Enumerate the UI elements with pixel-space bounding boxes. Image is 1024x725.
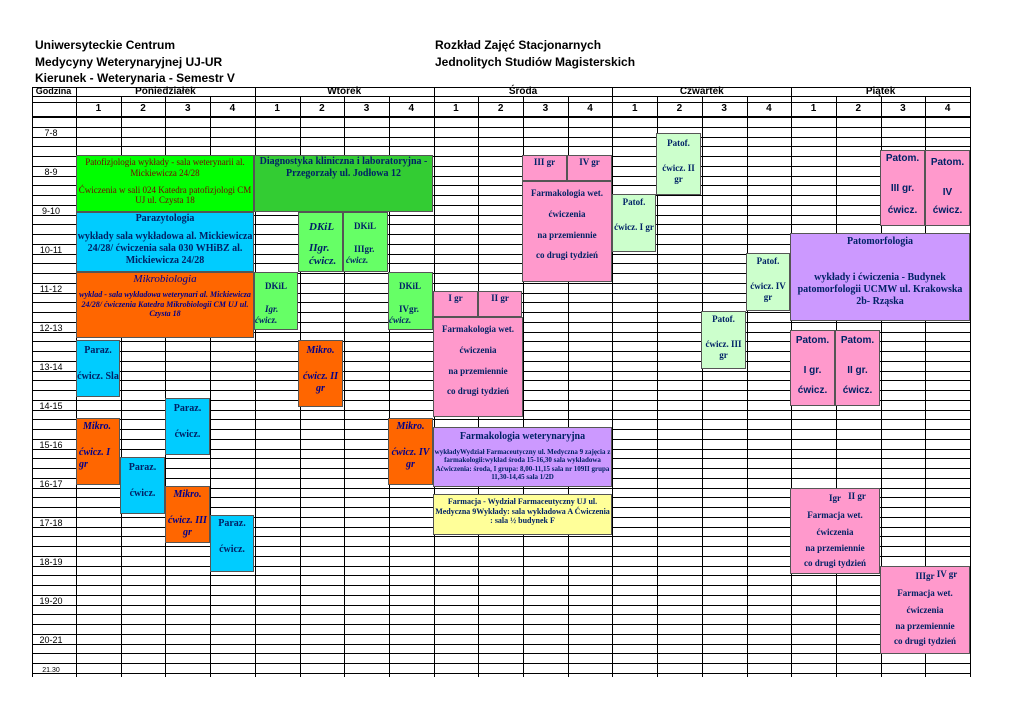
dkil-group-3 [343, 212, 388, 272]
block-text: Igr. [265, 303, 279, 314]
hour-label: 12-13 [39, 323, 63, 333]
block-text: wykłady i ćwiczenia - Budynek patomorfologii UCMW ul. Krakowska 2b- Rząska [797, 272, 963, 307]
column-number: 4 [766, 103, 772, 114]
block-text: III gr [533, 157, 556, 167]
hour-label: 19-20 [39, 596, 63, 606]
day-header: Wtorek [327, 86, 362, 97]
parasitology-exercise-mon-3 [165, 398, 210, 455]
block-text: DKiL [399, 281, 422, 291]
block-text: II gr. [847, 365, 868, 376]
parasitology-exercise-mon-1 [76, 340, 120, 397]
wed-group-2-label [478, 291, 522, 317]
block-text: Patom. [885, 153, 920, 164]
hour-label: 9-10 [41, 206, 60, 216]
grid-row-line [32, 575, 970, 576]
grid-row-line [32, 605, 970, 606]
hour-label: 15-16 [39, 440, 63, 450]
block-text: I gr [448, 293, 463, 303]
hour-label: 8-9 [44, 167, 58, 177]
hour-label: 16-17 [39, 479, 63, 489]
grid-col-line [970, 87, 971, 677]
column-number: 3 [542, 103, 549, 114]
pharmacology-lecture-block [433, 427, 612, 487]
block-text: wykłady sala wykładowa al. Mickiewicza 24/28/ ćwiczenia sala 030 WHiBZ al. Mickiewicza 24/28 [77, 231, 253, 266]
block-text: Farmakologia weterynaryjna [459, 431, 586, 442]
block-text: II gr [491, 293, 509, 303]
parasitology-exercise-mon-4 [210, 515, 254, 572]
block-text: Patom. [795, 335, 830, 346]
grid-row-line [32, 146, 970, 147]
microbiology-exercise-mon-3 [165, 486, 210, 543]
column-number: 1 [810, 103, 817, 114]
column-number: 4 [229, 103, 236, 114]
pathophysiology-exercise-thu-1 [612, 194, 656, 252]
wed-group-4-label [567, 155, 612, 181]
microbiology-exercise-tue-4 [388, 418, 433, 485]
hour-label: 7-8 [44, 128, 58, 138]
block-text: Mikro. [173, 489, 202, 500]
wed-group-1-label [433, 291, 478, 317]
block-text: Ćwiczenia w sali 024 Katedra patofizjologi CM UJ ul. Czysta 18 [78, 184, 252, 206]
grid-row-line [32, 585, 970, 586]
parasitology-block [76, 212, 254, 272]
block-text: Paraz. [173, 403, 202, 414]
block-text: III gr. [890, 183, 915, 194]
grid-col-line [612, 87, 613, 677]
parasitology-exercise-mon-2 [120, 457, 165, 514]
block-text: Paraz. [218, 518, 246, 529]
block-text: Diagnostyka kliniczna i laboratoryjna - Przegorzały ul. Jodłowa 12 [259, 156, 428, 179]
hour-label: 20-21 [39, 635, 63, 645]
grid-row-line [32, 634, 970, 635]
block-text: Farmakologia wet. [531, 188, 603, 198]
grid-row-line [32, 127, 970, 128]
block-text: ćwicz. [389, 314, 412, 325]
block-text: IIgr. [309, 242, 330, 255]
block-text: ćwicz. III gr [705, 338, 742, 360]
pathomorphology-exercise-fri-3 [880, 150, 925, 226]
header-title-line2: Jednolitych Studiów Magisterskich [435, 55, 636, 69]
block-text: IVgr. [399, 303, 419, 314]
day-header: Piątek [865, 86, 896, 97]
pharmacy-fri-group-4: IV gr [936, 569, 958, 579]
block-text: ćwicz. Sla [77, 371, 119, 382]
grid-row-line [32, 673, 970, 674]
hour-label: 10-11 [39, 245, 63, 255]
block-text: ćwicz. [797, 385, 828, 396]
block-text: na przemiennie [537, 229, 597, 240]
microbiology-exercise-mon-1 [76, 418, 120, 485]
block-text: wykładyWydział Farmaceutyczny ul. Medyczna 9 zajęcia z farmakologii:wykład środa 15-16,30 sala wykładowa Aćwiczenia: środa, I grupa: 8,00-11,15 sala nr 109II grupa 11,30-14,45 sala 1/2D [434, 448, 611, 482]
pathomorphology-exercise-fri-4 [925, 150, 970, 226]
block-text: co drugi tydzień [804, 558, 866, 569]
grid-row-line [32, 614, 970, 615]
grid-col-line [702, 96, 703, 677]
block-text: ćwiczenia [459, 344, 497, 355]
block-text: ćwicz. [842, 385, 873, 396]
pathophysiology-exercise-thu-3 [701, 311, 746, 369]
pharmacy-thu-group-2: II gr [848, 491, 866, 501]
block-text: ćwicz. [887, 205, 918, 216]
block-text: IIIgr. [354, 243, 375, 254]
block-text: Patom. [930, 157, 965, 168]
block-text: co drugi tydzień [447, 386, 509, 397]
block-text: DKiL [354, 221, 377, 231]
column-number: 1 [274, 103, 280, 114]
microbiology-exercise-tue-2 [298, 340, 343, 407]
grid-row-line [32, 644, 970, 645]
hour-label: 21.30 [42, 667, 60, 674]
column-number: 1 [95, 103, 102, 114]
grid-col-line [747, 96, 748, 677]
block-text: Paraz. [128, 462, 157, 473]
hour-label: 11-12 [39, 284, 63, 294]
block-text: ćwiczenia [906, 604, 944, 615]
column-number: 4 [408, 103, 415, 114]
block-text: Patof. [667, 138, 690, 148]
grid-row-line [32, 595, 970, 596]
grid-row-line [32, 117, 970, 118]
block-text: ćwicz. I gr [614, 221, 654, 232]
block-text: na przemiennie [895, 621, 955, 632]
block-text: Patof. [712, 314, 735, 324]
block-text: Patom. [840, 335, 875, 346]
block-text: IV [942, 187, 953, 198]
block-text: ćwicz. [309, 255, 337, 268]
block-text: Mikro. [306, 345, 335, 356]
column-number: 4 [587, 103, 593, 114]
block-text: IIIgr [915, 571, 935, 581]
block-text: Patomorfologia [846, 236, 914, 247]
block-text: Igr [829, 493, 841, 503]
header-faculty-line2: Medycyny Weterynaryjnej UJ-UR [35, 55, 223, 69]
day-header: Środa [508, 86, 538, 97]
column-number: 1 [453, 103, 459, 114]
column-number: 2 [855, 103, 862, 114]
header-title-line1: Rozkład Zajęć Stacjonarnych [435, 38, 602, 52]
hour-label: 14-15 [39, 401, 63, 411]
pathomorphology-exercise-fri-2 [835, 330, 880, 406]
block-text: ćwicz. [255, 314, 278, 325]
block-text: Paraz. [84, 345, 112, 356]
column-number: 1 [631, 103, 638, 114]
block-text: I gr. [803, 365, 822, 376]
block-text: ćwicz. [219, 544, 245, 555]
grid-row-line [32, 624, 970, 625]
block-text: Patof. [756, 256, 780, 266]
block-text: ćwiczenia [548, 208, 586, 219]
wed-group-3-label [522, 155, 567, 181]
pharmacy-lecture-block [433, 494, 612, 535]
column-number: 2 [676, 103, 683, 114]
block-text: wyklad - sala wykładowa weterynari al. Mickiewicza 24/28/ ćwiczenia Katedra Mikrobiologii CM UJ ul. Czysta 18 [79, 290, 251, 319]
block-text: Patofizjologia wykłady - sala weterynarii al. Mickiewicza 24/28 [85, 157, 245, 178]
pathophysiology-lecture-block [76, 155, 254, 212]
pathophysiology-exercise-thu-2 [656, 133, 701, 195]
block-text: ćwicz. IV gr [391, 447, 430, 470]
block-text: Farmakologia wet. [442, 324, 514, 334]
hour-label: 13-14 [39, 362, 63, 372]
block-text: Parazytologia [135, 213, 195, 224]
block-text: ćwicz. I gr [79, 447, 111, 470]
block-text: Mikro. [83, 421, 112, 432]
block-text: Mikro. [396, 421, 425, 432]
block-text: na przemiennie [448, 365, 508, 376]
block-text: Patof. [622, 197, 646, 207]
block-text: DKiL [309, 221, 335, 233]
block-text: ćwicz. [174, 429, 201, 440]
block-text: Mikrobiologia [133, 273, 197, 285]
pharmacology-exercise-block-1 [522, 181, 612, 282]
column-number: 3 [184, 103, 191, 114]
column-number: 3 [900, 103, 906, 114]
column-number: 3 [721, 103, 727, 114]
dkil-group-1 [254, 272, 298, 330]
block-text: IV gr [579, 157, 600, 167]
day-header: Poniedziałek [135, 86, 196, 97]
dkil-group-4 [388, 272, 433, 330]
grid-row-line [32, 663, 970, 664]
grid-row-line [32, 653, 970, 654]
column-number: 4 [944, 103, 951, 114]
block-text: Farmacja - Wydział Farmaceutyczny UJ ul. Medyczna 9Wykłady: sala wykładowa A Ćwiczenia : sala ½ budynek F [435, 497, 610, 526]
pathomorphology-lecture-block [790, 233, 970, 321]
block-text: ćwicz. [129, 488, 156, 499]
block-text: ćwicz. III gr [168, 515, 207, 538]
diagnostics-block [254, 155, 433, 212]
dkil-group-2 [298, 212, 343, 272]
header-faculty-line1: Uniwersyteckie Centrum [35, 38, 176, 52]
block-text: co drugi tydzień [536, 250, 598, 261]
pathophysiology-exercise-thu-4 [746, 253, 790, 311]
column-number: 2 [140, 103, 146, 114]
block-text: ćwicz. II gr [303, 371, 338, 394]
hour-label: 17-18 [39, 518, 63, 528]
block-text: ćwicz. [346, 254, 369, 265]
block-text: ćwicz. II gr [662, 162, 695, 184]
block-text: na przemiennie [805, 543, 865, 554]
day-header: Czwartek [679, 86, 724, 97]
block-text: Farmacja wet. [807, 509, 863, 520]
grid-row-line [32, 137, 970, 138]
block-text: ćwicz. IV gr [750, 280, 786, 302]
column-number: 3 [363, 103, 370, 114]
block-text: ćwiczenia [816, 526, 854, 537]
block-text: Farmacja wet. [897, 587, 953, 598]
block-text: ćwicz. [932, 205, 963, 216]
hour-column-header: Godzina [35, 86, 72, 96]
microbiology-block [76, 272, 254, 338]
block-text: DKiL [265, 281, 288, 291]
header-program: Kierunek - Weterynaria - Semestr V [35, 71, 235, 85]
column-number: 2 [319, 103, 325, 114]
pharmacology-exercise-block-2 [433, 317, 523, 417]
block-text: co drugi tydzień [894, 636, 956, 647]
column-number: 2 [497, 103, 504, 114]
pathomorphology-exercise-fri-1 [790, 330, 835, 406]
hour-label: 18-19 [39, 557, 63, 567]
